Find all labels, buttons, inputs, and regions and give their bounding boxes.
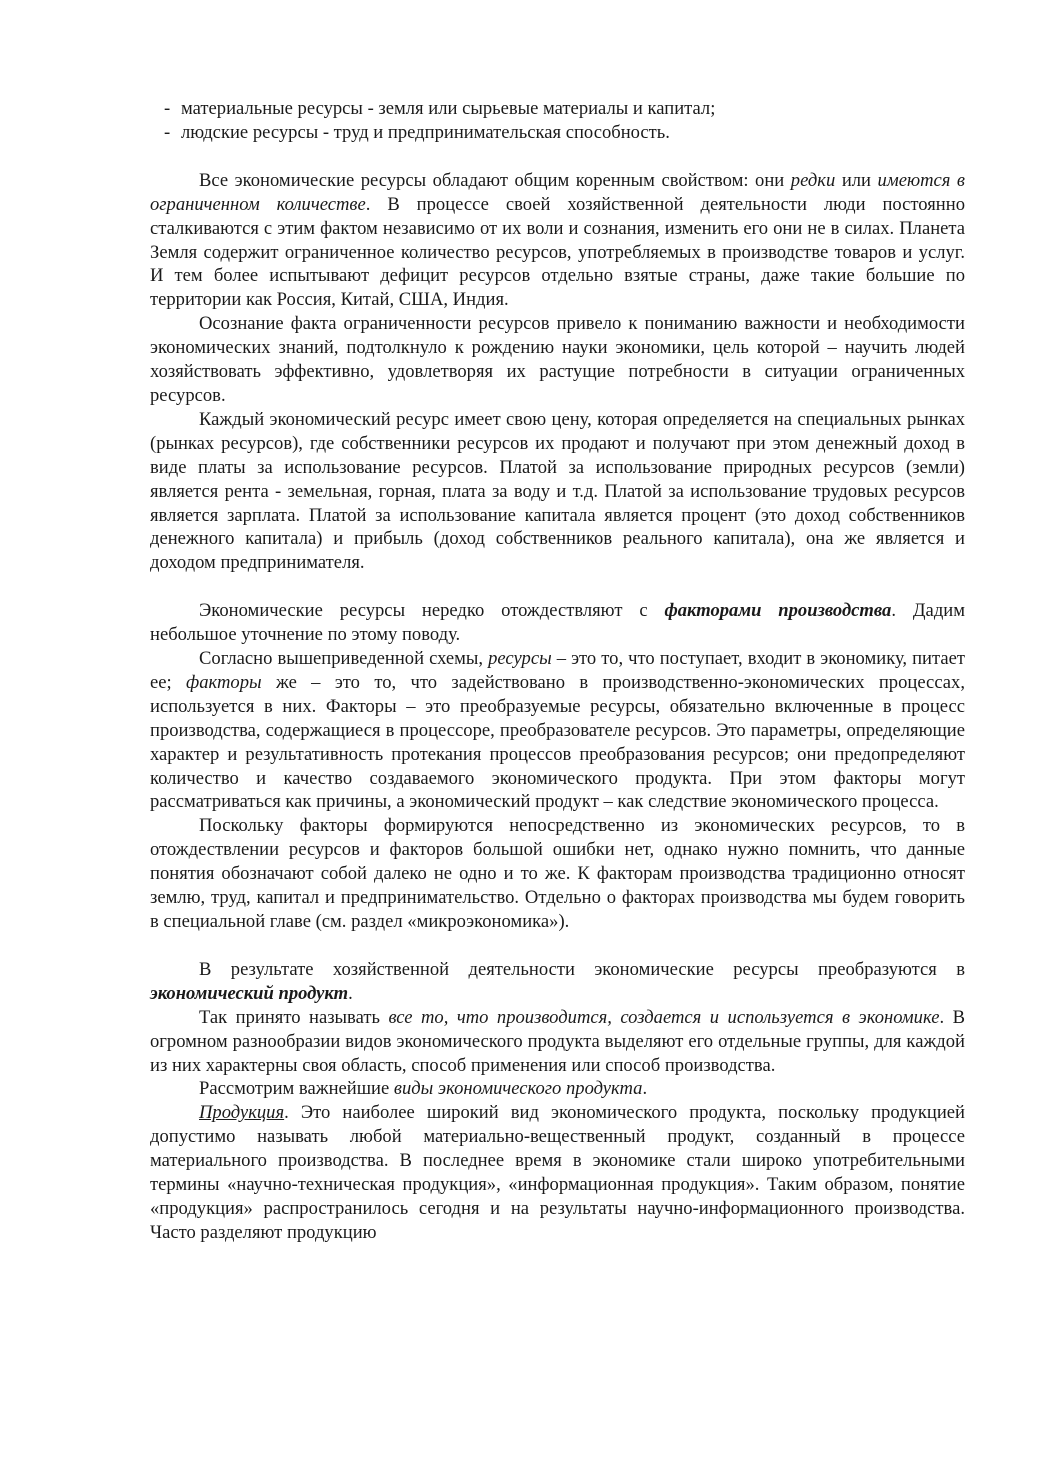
paragraph-identification: Поскольку факторы формируются непосредственно из экономических ресурсов, то в отождествлении ресурсов и факторов большой ошибки нет, однако нужно помнить, что данные понятия обозначают собой далеко не одно и то же. К факторам производства традиционно относят землю, труд, капитал и предпринимательство. Отдельно о факторах производства мы будем говорить в специальной главе (см. раздел «микроэкономика»). <box>150 815 965 932</box>
paragraph-produktsiya: Продукция. Это наиболее широкий вид экономического продукта, поскольку продукцией допустимо называть любой материально-вещественный продукт, созданный в процессе материального производства. В последнее время в экономике стали широко употребительными термины «научно-техническая продукция», «информационная продукция». Таким образом, понятие «продукция» распространилось сегодня и на результаты научно-информационного производства. Часто разделяют продукцию <box>150 1102 965 1243</box>
paragraph-product-types: Рассмотрим важнейшие виды экономического продукта. <box>199 1078 648 1100</box>
paragraph-resources-scarcity: Все экономические ресурсы обладают общим коренным свойством: они редки или имеются в ограниченном количестве. В процессе своей хозяйственной деятельности люди постоянно сталкиваются с этим фактом независимо от их воли и сознания, изменить его они не в силах. Планета Земля содержит ограниченное количество ресурсов, употребляемых в производстве товаров и услуг. И тем более испытывают дефицит ресурсов отдельно взятые страны, даже такие большие по территории как Россия, Китай, США, Индия. <box>150 169 966 311</box>
paragraph-resources-vs-factors: Согласно вышеприведенной схемы, ресурсы – это то, что поступает, входит в экономику, питает ее; факторы же – это то, что задействовано в производственно-экономических процессах, используется в них. Факторы – это преобразуемые ресурсы, обязательно включенные в процесс производства, содержащиеся в процессоре, преобразователе ресурсов. Это параметры, определяющие характер и результативность протекания процессов преобразования ресурсов; они предопределяют количество и качество создаваемого экономического продукта. При этом факторы могут рассматриваться как причины, а экономический продукт – как следствие экономического процесса. <box>150 648 965 813</box>
paragraph-resource-price: Каждый экономический ресурс имеет свою цену, которая определяется на специальных рынках (рынках ресурсов), где собственники ресурсов их продают и получают при этом денежный доход в виде платы за использование ресурсов. Платой за использование природных ресурсов (земли) является рента - земельная, горная, плата за воду и т.д. Платой за использование трудовых ресурсов является зарплата. Платой за использование капитала является процент (это доход собственников денежного капитала) и прибыль (доход собственников реального капитала), она же является и доходом предпринимателя. <box>150 408 965 574</box>
paragraph-economic-product: В результате хозяйственной деятельности экономические ресурсы преобразуются в экономический продукт. <box>150 958 965 1004</box>
paragraph-awareness: Осознание факта ограниченности ресурсов привело к пониманию важности и необходимости экономических знаний, подтолкнуло к рождению науки экономики, цель которой – научить людей хозяйствовать эффективно, удовлетворяя их растущие потребности в ситуации ограниченных ресурсов. <box>150 313 965 406</box>
document-page <box>150 97 965 1245</box>
bullet-item: - материальные ресурсы - земля или сырьевые материалы и капитал; <box>164 98 716 119</box>
term-produktsiya: Продукция <box>199 1102 285 1124</box>
bullet-item: - людские ресурсы - труд и предпринимательская способность. <box>164 121 670 143</box>
paragraph-product-definition: Так принято называть все то, что производится, создается и используется в экономике. В огромном разнообразии видов экономического продукта выделяют его отдельные группы, для каждой из них характерны своя область, способ применения или способ производства. <box>150 1006 965 1076</box>
paragraph-factors-intro: Экономические ресурсы нередко отождествляют с факторами производства. Дадим небольшое уточнение по этому поводу. <box>150 600 965 646</box>
